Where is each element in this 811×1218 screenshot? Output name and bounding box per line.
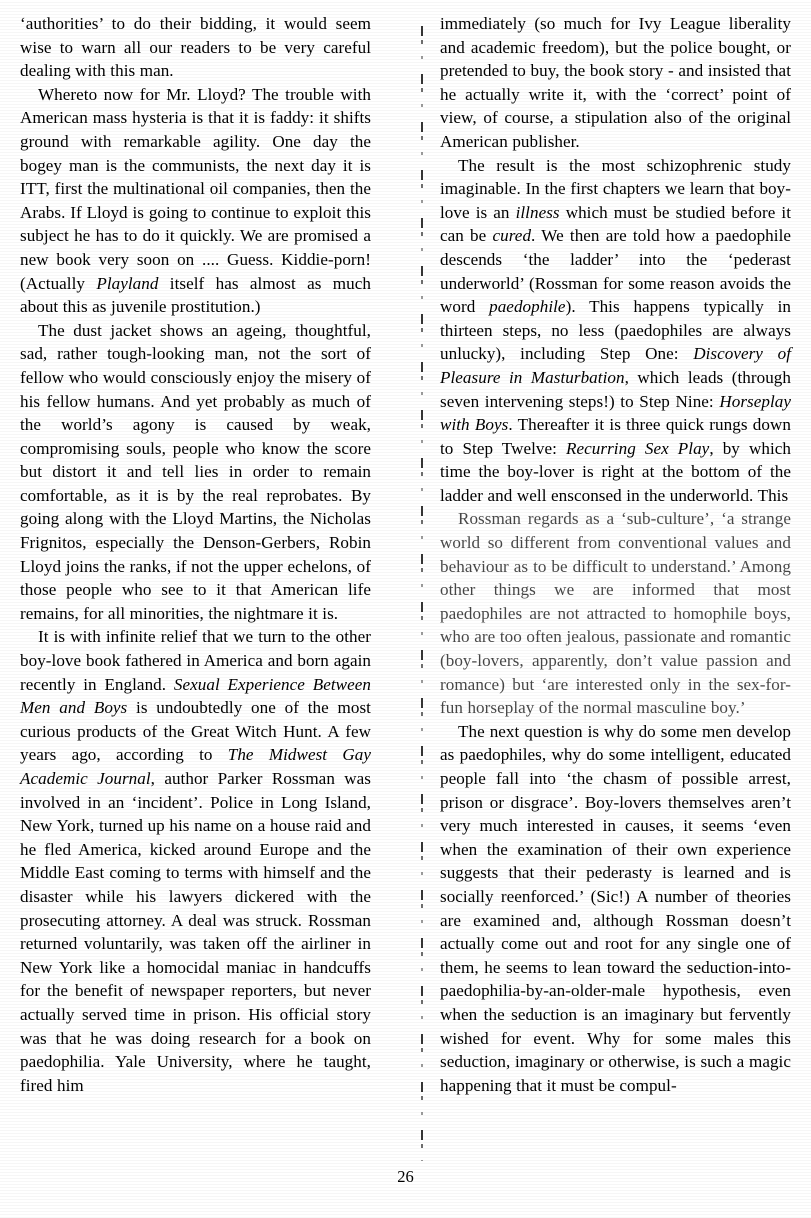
paragraph-faded xyxy=(440,507,791,719)
italic-title-run: Playland xyxy=(96,273,159,293)
text-run: It is with infinite relief that we turn to the other boy-love book fathered in America and born again recently in England. xyxy=(20,627,371,694)
text-run: Rossman regards as a ‘sub-culture’, ‘a strange world so different from conventional values and behaviour as to be difficult to understand.’ Among other things we are informed that most paedophiles are not attracted to homophile boys, who are too often jealous, passionate and romantic (boy-lovers, apparently, don’t value passion and romance) but ‘are interested only in the sex-for-fun horseplay of the normal masculine boy.’ xyxy=(440,509,791,718)
paragraph xyxy=(20,83,371,319)
text-run: ). This happens typically in thirteen steps, no less (paedophiles are always unlucky), including Step One: xyxy=(440,297,792,364)
text-run: The dust jacket shows an ageing, thoughtful, sad, rather tough-looking man, not the sort of fellow who would consciously enjoy the misery of his fellow humans. And yet probably as much of the world’s agony is caused by weak, compromising souls, people who know the score but distort it and tell lies in order to remain comfortable, as it is by the real reprobates. By going along with the Lloyd Martins, the Nicholas Frignitos, especially the Denson-Gerbers, Robin Lloyd joins the ranks, if not the upper echelons, of those people who see to it that American life remains, for all minorities, the nightmare it is. xyxy=(20,320,371,623)
text-run: . Thereafter it is three quick rungs down to Step Twelve: xyxy=(440,415,791,458)
text-run: Whereto now for Mr. Lloyd? The trouble with American mass hysteria is that it is faddy: it shifts ground with remarkable agility. One day the bogey man is the communists, the next day it is ITT, first the multinational oil companies, then the Arabs. If Lloyd is going to continue to exploit this subject he has to do it quickly. We are promised a new book very soon on .... Guess. Kiddie-porn! (Actually xyxy=(20,84,371,293)
italic-title-run: Discovery of Pleasure in Masturbation xyxy=(440,344,791,387)
text-run: which must be studied before it can be xyxy=(440,202,792,246)
italic-title-run: Horseplay with Boys xyxy=(440,391,791,435)
paragraph xyxy=(20,625,371,1097)
text-run: . We then are told how a paedophile descends ‘the ladder’ into the ‘pederast underworld’ (Rossman for some reason avoids the word xyxy=(440,226,792,317)
text-run: , which leads (through seven intervening steps!) to Step Nine: xyxy=(440,367,791,411)
paragraph xyxy=(20,12,371,83)
paragraph xyxy=(440,12,791,154)
text-run: is undoubtedly one of the most curious products of the Great Witch Hunt. A few years ago, according to xyxy=(20,698,371,765)
italic-title-run: Recurring Sex Play xyxy=(566,438,710,458)
paragraph xyxy=(440,720,791,1098)
italic-title-run: illness xyxy=(515,202,560,222)
text-run: , author Parker Rossman was involved in an ‘incident’. Police in Long Island, New York, turned up his name on a house raid and he fled America, kicked around Europe and the Middle East coming to terms with himself and the disaster while his lawyers dickered with the prosecuting attorney. A deal was struck. Rossman returned voluntarily, was taken off the airliner in New York like a homocidal maniac in handcuffs for the benefit of newspaper reporters, but never actually served time in prison. His official story was that he was doing research for a book on paedophilia. Yale University, where he taught, fired him xyxy=(20,769,371,1095)
italic-title-run: The Midwest Gay Academic Journal xyxy=(20,745,371,788)
text-run: immediately (so much for Ivy League liberality and academic freedom), but the police bought, or pretended to buy, the book story - and insisted that he actually write it, with the ‘correct’ point of view, of course, a stipulation also of the original American publisher. xyxy=(440,14,791,151)
text-run: The next question is why do some men develop as paedophiles, why do some intelligent, educated people fall into ‘the chasm of possible arrest, prison or disgrace’. Boy-lovers themselves aren’t very much interested in causes, it seems ‘even when the examination of their own experience suggests that their pederasty is learned and is socially reenforced.’ (Sic!) A number of theories are examined and, although Rossman doesn’t actually come out and root for any single one of them, he seems to lean toward the seduction-into-paedophilia-by-an-older-male hypothesis, even when the seduction is an imaginary but fervently wished for event. Why for some males this seduction, imaginary or otherwise, is such a magic happening that it must be compul- xyxy=(440,721,791,1095)
paragraph xyxy=(440,154,791,508)
text-run: , by which time the boy-lover is right at the bottom of the ladder and well ensconsed in the underworld. This xyxy=(440,438,791,505)
italic-title-run: Sexual Experience Between Men and Boys xyxy=(20,674,371,718)
paragraph xyxy=(20,319,371,626)
italic-title-run: paedophile xyxy=(489,297,566,317)
text-run: The result is the most schizophrenic study imaginable. In the first chapters we learn that boy-love is an xyxy=(440,155,791,222)
right-text-column xyxy=(440,12,791,1097)
text-run: ‘authorities’ to do their bidding, it would seem wise to warn all our readers to be very careful dealing with this man. xyxy=(20,14,371,81)
page-number: 26 xyxy=(397,1167,414,1186)
text-run: itself has almost as much about this as juvenile prostitution.) xyxy=(20,273,371,317)
italic-title-run: cured xyxy=(492,226,532,246)
column-divider-rule xyxy=(421,26,423,1161)
page-body xyxy=(20,12,791,1152)
left-text-column xyxy=(20,12,371,1097)
